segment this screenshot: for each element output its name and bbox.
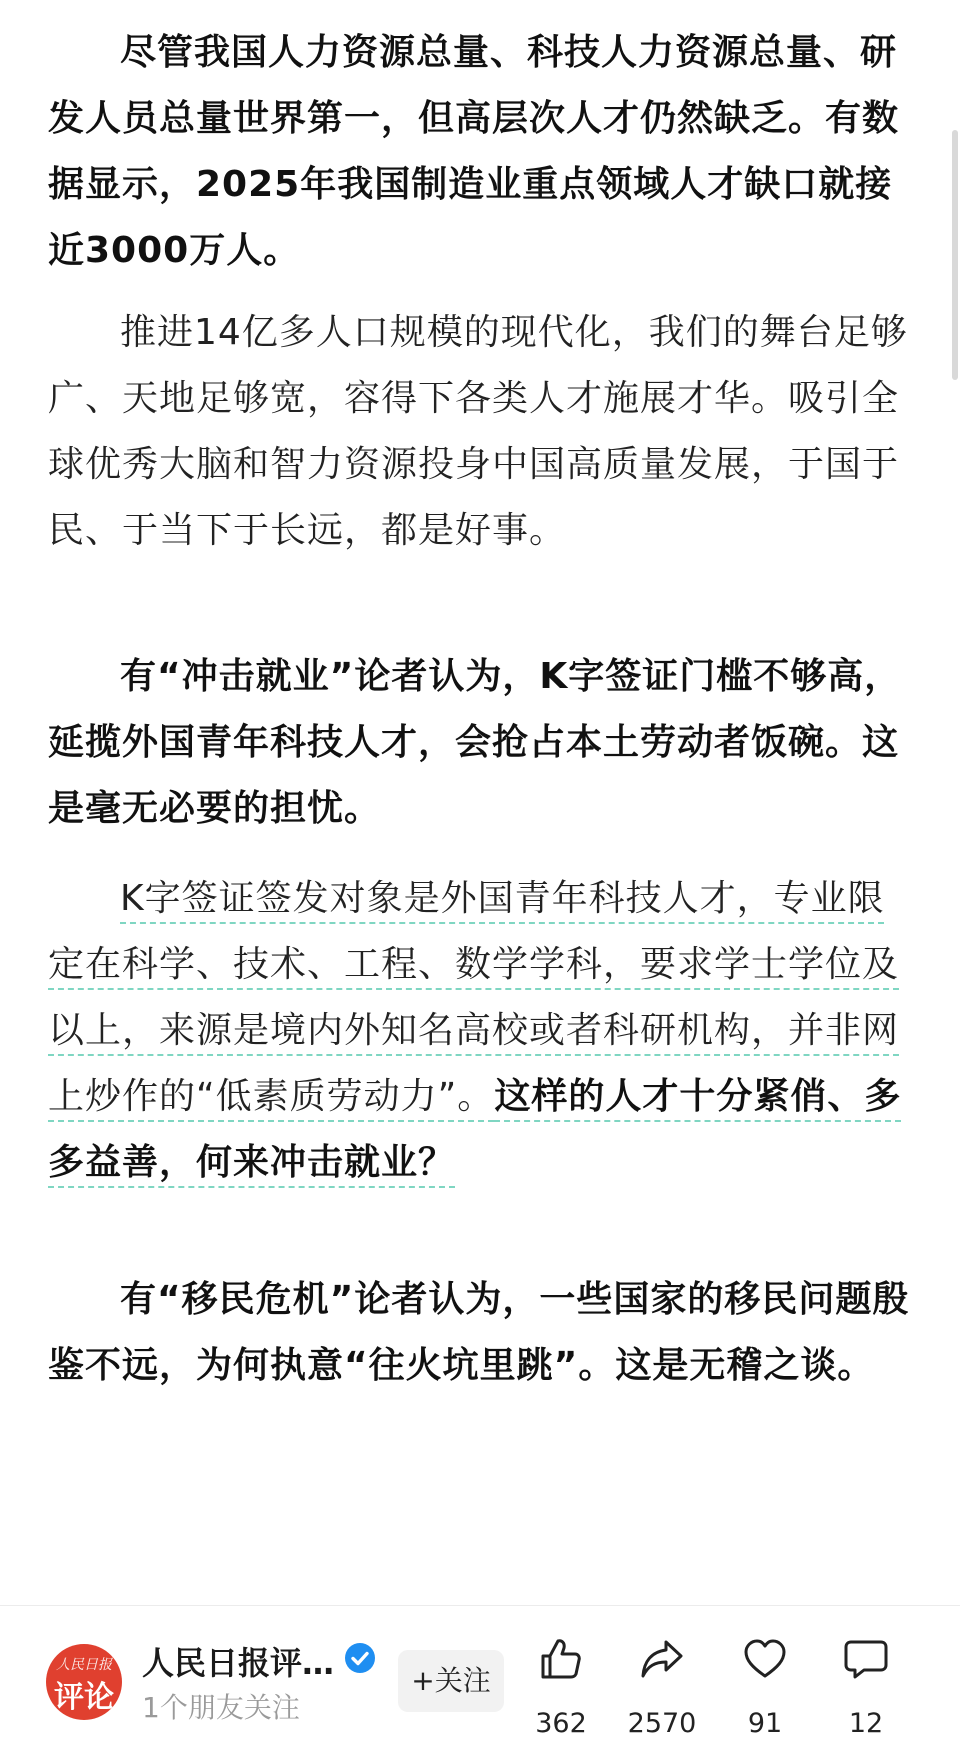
favorite-count: 91: [747, 1708, 783, 1739]
paragraph-employment-concern: 有“冲击就业”论者认为，K字签证门槛不够高，延揽外国青年科技人才，会抢占本土劳动者饭碗。这是毫无必要的担忧。: [48, 656, 902, 829]
comment-bubble-icon: [843, 1636, 889, 1682]
share-arrow-icon: [639, 1636, 685, 1682]
share-button[interactable]: [614, 1636, 710, 1746]
bottom-action-bar: [0, 1605, 960, 1747]
paragraph-modernization: 推进14亿多人口规模的现代化，我们的舞台足够广、天地足够宽，容得下各类人才施展才华。吸引全球优秀大脑和智力资源投身中国高质量发展，于国于民、于当下于长远，都是好事。: [48, 312, 908, 551]
verified-check-icon: [345, 1643, 375, 1673]
avatar-top-text: 人民日报: [56, 1657, 112, 1673]
comment-button[interactable]: [818, 1636, 914, 1746]
paragraph-immigration-concern: 有“移民危机”论者认为，一些国家的移民问题殷鉴不远，为何执意“往火坑里跳”。这是无稽之谈。: [48, 1279, 910, 1386]
account-name[interactable]: 人民日报评…: [142, 1644, 335, 1682]
avatar[interactable]: [46, 1644, 122, 1720]
share-count: 2570: [627, 1708, 697, 1739]
avatar-main-text: 评论: [54, 1680, 114, 1715]
thumbs-up-icon: [538, 1636, 584, 1682]
paragraph-k-visa-scope[interactable]: [48, 866, 912, 1196]
like-button[interactable]: [513, 1636, 609, 1746]
highlighted-bold-text[interactable]: 这样的人才十分紧俏、多多益善，何来冲击就业？: [48, 1076, 902, 1183]
heart-icon: [742, 1636, 788, 1682]
like-count: 362: [535, 1708, 587, 1739]
paragraph-talent-gap: 尽管我国人力资源总量、科技人力资源总量、研发人员总量世界第一，但高层次人才仍然缺乏。有数据显示，2025年我国制造业重点领域人才缺口就接近3000万人。: [48, 32, 900, 271]
friends-following-text: 1个朋友关注: [142, 1691, 300, 1724]
scrollbar[interactable]: [952, 130, 958, 380]
comment-count: 12: [848, 1708, 884, 1739]
highlighted-text[interactable]: K字签证签发对象是外国青年科技人才，专业限定在科学、技术、工程、数学学科，要求学士学位及以上，来源是境内外知名高校或者科研机构，并非网上炒作的“低素质劳动力”。: [48, 878, 900, 1117]
favorite-button[interactable]: [717, 1636, 813, 1746]
follow-button[interactable]: +关注: [398, 1650, 504, 1712]
